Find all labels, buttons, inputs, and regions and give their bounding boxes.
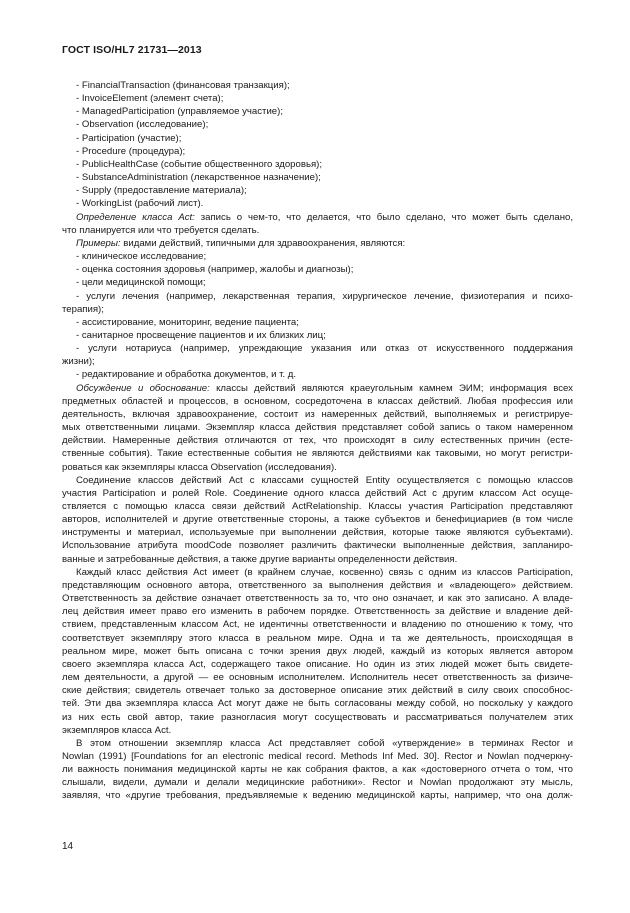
line-text: экземпляров класса Act. [62, 724, 172, 736]
line-text: - Participation (участие); [76, 132, 182, 144]
line-text: Соединение классов действий Act с классами сущностей Entity осуществляется с помощью классов [76, 474, 573, 486]
text-line [62, 290, 573, 303]
line-text: Ответственность за действие означает ответственность за то, что оно означает, и как это записано. А владе- [62, 593, 573, 605]
text-line [62, 539, 573, 552]
line-text: - редактирование и обработка документов, и т. д. [76, 369, 297, 381]
document-body [62, 79, 573, 803]
line-text: - услуги нотариуса (например, упреждающие указания или отказ от искусственного поддержания [76, 343, 573, 355]
text-line [62, 197, 573, 210]
line-text: ственные события). Такие естественные события не являются действиями как таковыми, но могут регистри- [62, 448, 573, 460]
text-line [62, 526, 573, 539]
line-text: терапия); [62, 303, 104, 315]
line-text: Nowlan (1991) [Foundations for an electronic medical record. Methods Inf Med. 30]. Rector и Nowlan подчеркну- [62, 750, 573, 762]
text-line [62, 776, 573, 789]
line-text: из них есть свой автор, такие разногласия могут сосуществовать и рассматриваться получателем этих [62, 711, 573, 723]
text-line [62, 184, 573, 197]
line-text: предметных областей и процессов, в основном, сосредоточена в классах действий. Любая профессия или [62, 395, 573, 407]
text-line [62, 711, 573, 724]
line-text: ствием, представленным классом Act, не идентичны ответственности и владению по отношению к тому, что [62, 619, 573, 631]
text-line [62, 684, 573, 697]
line-text: - InvoiceElement (элемент счета); [76, 93, 224, 105]
line-text: - ManagedParticipation (управляемое участие); [76, 106, 283, 118]
text-line [62, 632, 573, 645]
text-line [62, 750, 573, 763]
text-line [62, 158, 573, 171]
text-line [62, 789, 573, 802]
line-text: слышали, видели, думали и делали медицинские работники». Rector и Nowlan продолжают эту мысль, [62, 777, 573, 789]
line-text: лец действия имеет право его изменить в рабочем порядке. Ответственность за действие и владение дей- [62, 606, 573, 618]
text-line [62, 487, 573, 500]
text-line [62, 421, 573, 434]
text-line [62, 132, 573, 145]
text-line [62, 171, 573, 184]
text-line [62, 118, 573, 131]
text-line [62, 658, 573, 671]
line-text: - SubstanceAdministration (лекарственное назначение); [76, 172, 321, 184]
text-line [62, 461, 573, 474]
line-text: инструменты и материал, используемые при выполнении действия, которые также являются субъектами). [62, 527, 573, 539]
line-text: роваться как экземпляры класса Observation (исследования). [62, 461, 337, 473]
line-text: ские действия; свидетель отвечает только за достоверное описание этих действий в силу своих способнос- [62, 685, 573, 697]
line-text: запись о чем-то, что делается, что было сделано, что может быть сделано, [194, 211, 573, 223]
line-text: реальном мире, может быть описана с точки зрения двух людей, каждый из которых является автором [62, 645, 573, 657]
text-line [62, 224, 573, 237]
line-text: видами действий, типичными для здравоохранения, являются: [120, 237, 406, 249]
line-text: авторов, исполнителей и другие ответственные стороны, а также субъектов и бенефициариев (в том числе [62, 514, 573, 526]
line-text: ли важность понимания медицинской карты не как собрания фактов, а как «достоверного отчета о том, что [62, 764, 573, 776]
text-line [62, 395, 573, 408]
line-text: - услуги лечения (например, лекарственная терапия, хирургическое лечение, физиотерапия и психо- [76, 290, 573, 302]
line-text: - WorkingList (рабочий лист). [76, 198, 204, 210]
text-line [62, 276, 573, 289]
line-text: деятельность, включая здравоохранение, состоит из намеренных действий, выполняемых и регистрируе- [62, 408, 573, 420]
text-line [62, 79, 573, 92]
line-text: действии. Намеренные действия отличаются от тех, что происходят в силу естественных причин (есте- [62, 435, 573, 447]
text-line [62, 566, 573, 579]
text-line [62, 382, 573, 395]
text-line [62, 434, 573, 447]
italic-term: Определение класса Act: [76, 211, 195, 223]
text-line [62, 92, 573, 105]
line-text: участия Participation и ролей Role. Соединение одного класса действий Act с другим классом Act осуще- [62, 487, 573, 499]
text-line [62, 303, 573, 316]
text-line [62, 105, 573, 118]
text-line [62, 342, 573, 355]
text-line [62, 474, 573, 487]
page-number: 14 [62, 841, 74, 852]
line-text: - Observation (исследование); [76, 119, 209, 131]
text-line [62, 697, 573, 710]
line-text: ствляется с помощью класса связи действий ActRelationship. Классы участия Participation представляют [62, 501, 573, 512]
line-text: ванные и затребованные действия, а также другие варианты определенности действия. [62, 553, 458, 565]
line-text: - Supply (предоставление материала); [76, 185, 247, 197]
line-text: Использование атрибута moodCode позволяет различить фактически выполненные действия, запланиро- [62, 540, 573, 552]
line-text: классы действий являются краеугольным камнем ЭИМ; информация всех [209, 382, 573, 394]
line-text: - цели медицинской помощи; [76, 277, 206, 289]
text-line [62, 145, 573, 158]
line-text: - санитарное просвещение пациентов и их близких лиц; [76, 329, 326, 341]
line-text: лем деятельности, а другой — ее основным исполнителем. Исполнитель несет ответственность за физиче- [62, 672, 573, 684]
text-line [62, 447, 573, 460]
text-line [62, 237, 573, 250]
line-text: соответствует экземпляру этого класса в реальном мире. Одна и та же деятельность, происходящая в [62, 632, 573, 644]
text-line [62, 724, 573, 737]
line-text: тей. Эти два экземпляра класса Act могут даже не быть согласованы между собой, но поскольку у каждого [62, 698, 573, 710]
text-line [62, 579, 573, 592]
line-text: - PublicHealthCase (событие общественного здоровья); [76, 158, 322, 170]
text-line [62, 329, 573, 342]
line-text: В этом отношении экземпляр класса Act представляет собой «утверждение» в терминах Rector и [76, 737, 573, 749]
text-line [62, 671, 573, 684]
text-line [62, 250, 573, 263]
text-line [62, 605, 573, 618]
line-text: заявляя, что «другие требования, предъявляемые к ведению медицинской карты, например, что она долж- [62, 790, 573, 802]
line-text: мых ответственными лицами. Экземпляр класса действия представляет собой запись о таком намеренном [62, 422, 573, 434]
italic-term: Обсуждение и обоснование: [76, 382, 210, 394]
line-text: жизни); [62, 356, 95, 368]
text-line [62, 211, 573, 224]
line-text: Каждый класс действия Act имеет (в крайнем случае, косвенно) связь с одним из классов Participation, [76, 566, 573, 578]
text-line [62, 618, 573, 631]
text-line [62, 763, 573, 776]
italic-term: Примеры: [76, 237, 121, 249]
text-line [62, 645, 573, 658]
text-line [62, 553, 573, 566]
line-text: своего экземпляра класса Act, содержащего такое описание. Но один из этих людей может быть свидете- [62, 658, 573, 670]
line-text: - клиническое исследование; [76, 251, 207, 263]
text-line [62, 500, 573, 513]
text-line [62, 263, 573, 276]
text-line [62, 355, 573, 368]
line-text: - оценка состояния здоровья (например, жалобы и диагнозы); [76, 264, 354, 276]
line-text: что планируется или что требуется сделать. [62, 224, 260, 236]
text-line [62, 737, 573, 750]
line-text: - Procedure (процедура); [76, 145, 186, 157]
page-header-title: ГОСТ ISO/HL7 21731—2013 [62, 44, 202, 56]
text-line [62, 316, 573, 329]
text-line [62, 592, 573, 605]
line-text: - ассистирование, мониторинг, ведение пациента; [76, 316, 299, 328]
text-line [62, 408, 573, 421]
text-line [62, 368, 573, 381]
text-line [62, 513, 573, 526]
line-text: - FinancialTransaction (финансовая транзакция); [76, 80, 290, 91]
line-text: представляющим основного автора, ответственного за выполнения действия и «владеющего» действием. [62, 579, 573, 591]
